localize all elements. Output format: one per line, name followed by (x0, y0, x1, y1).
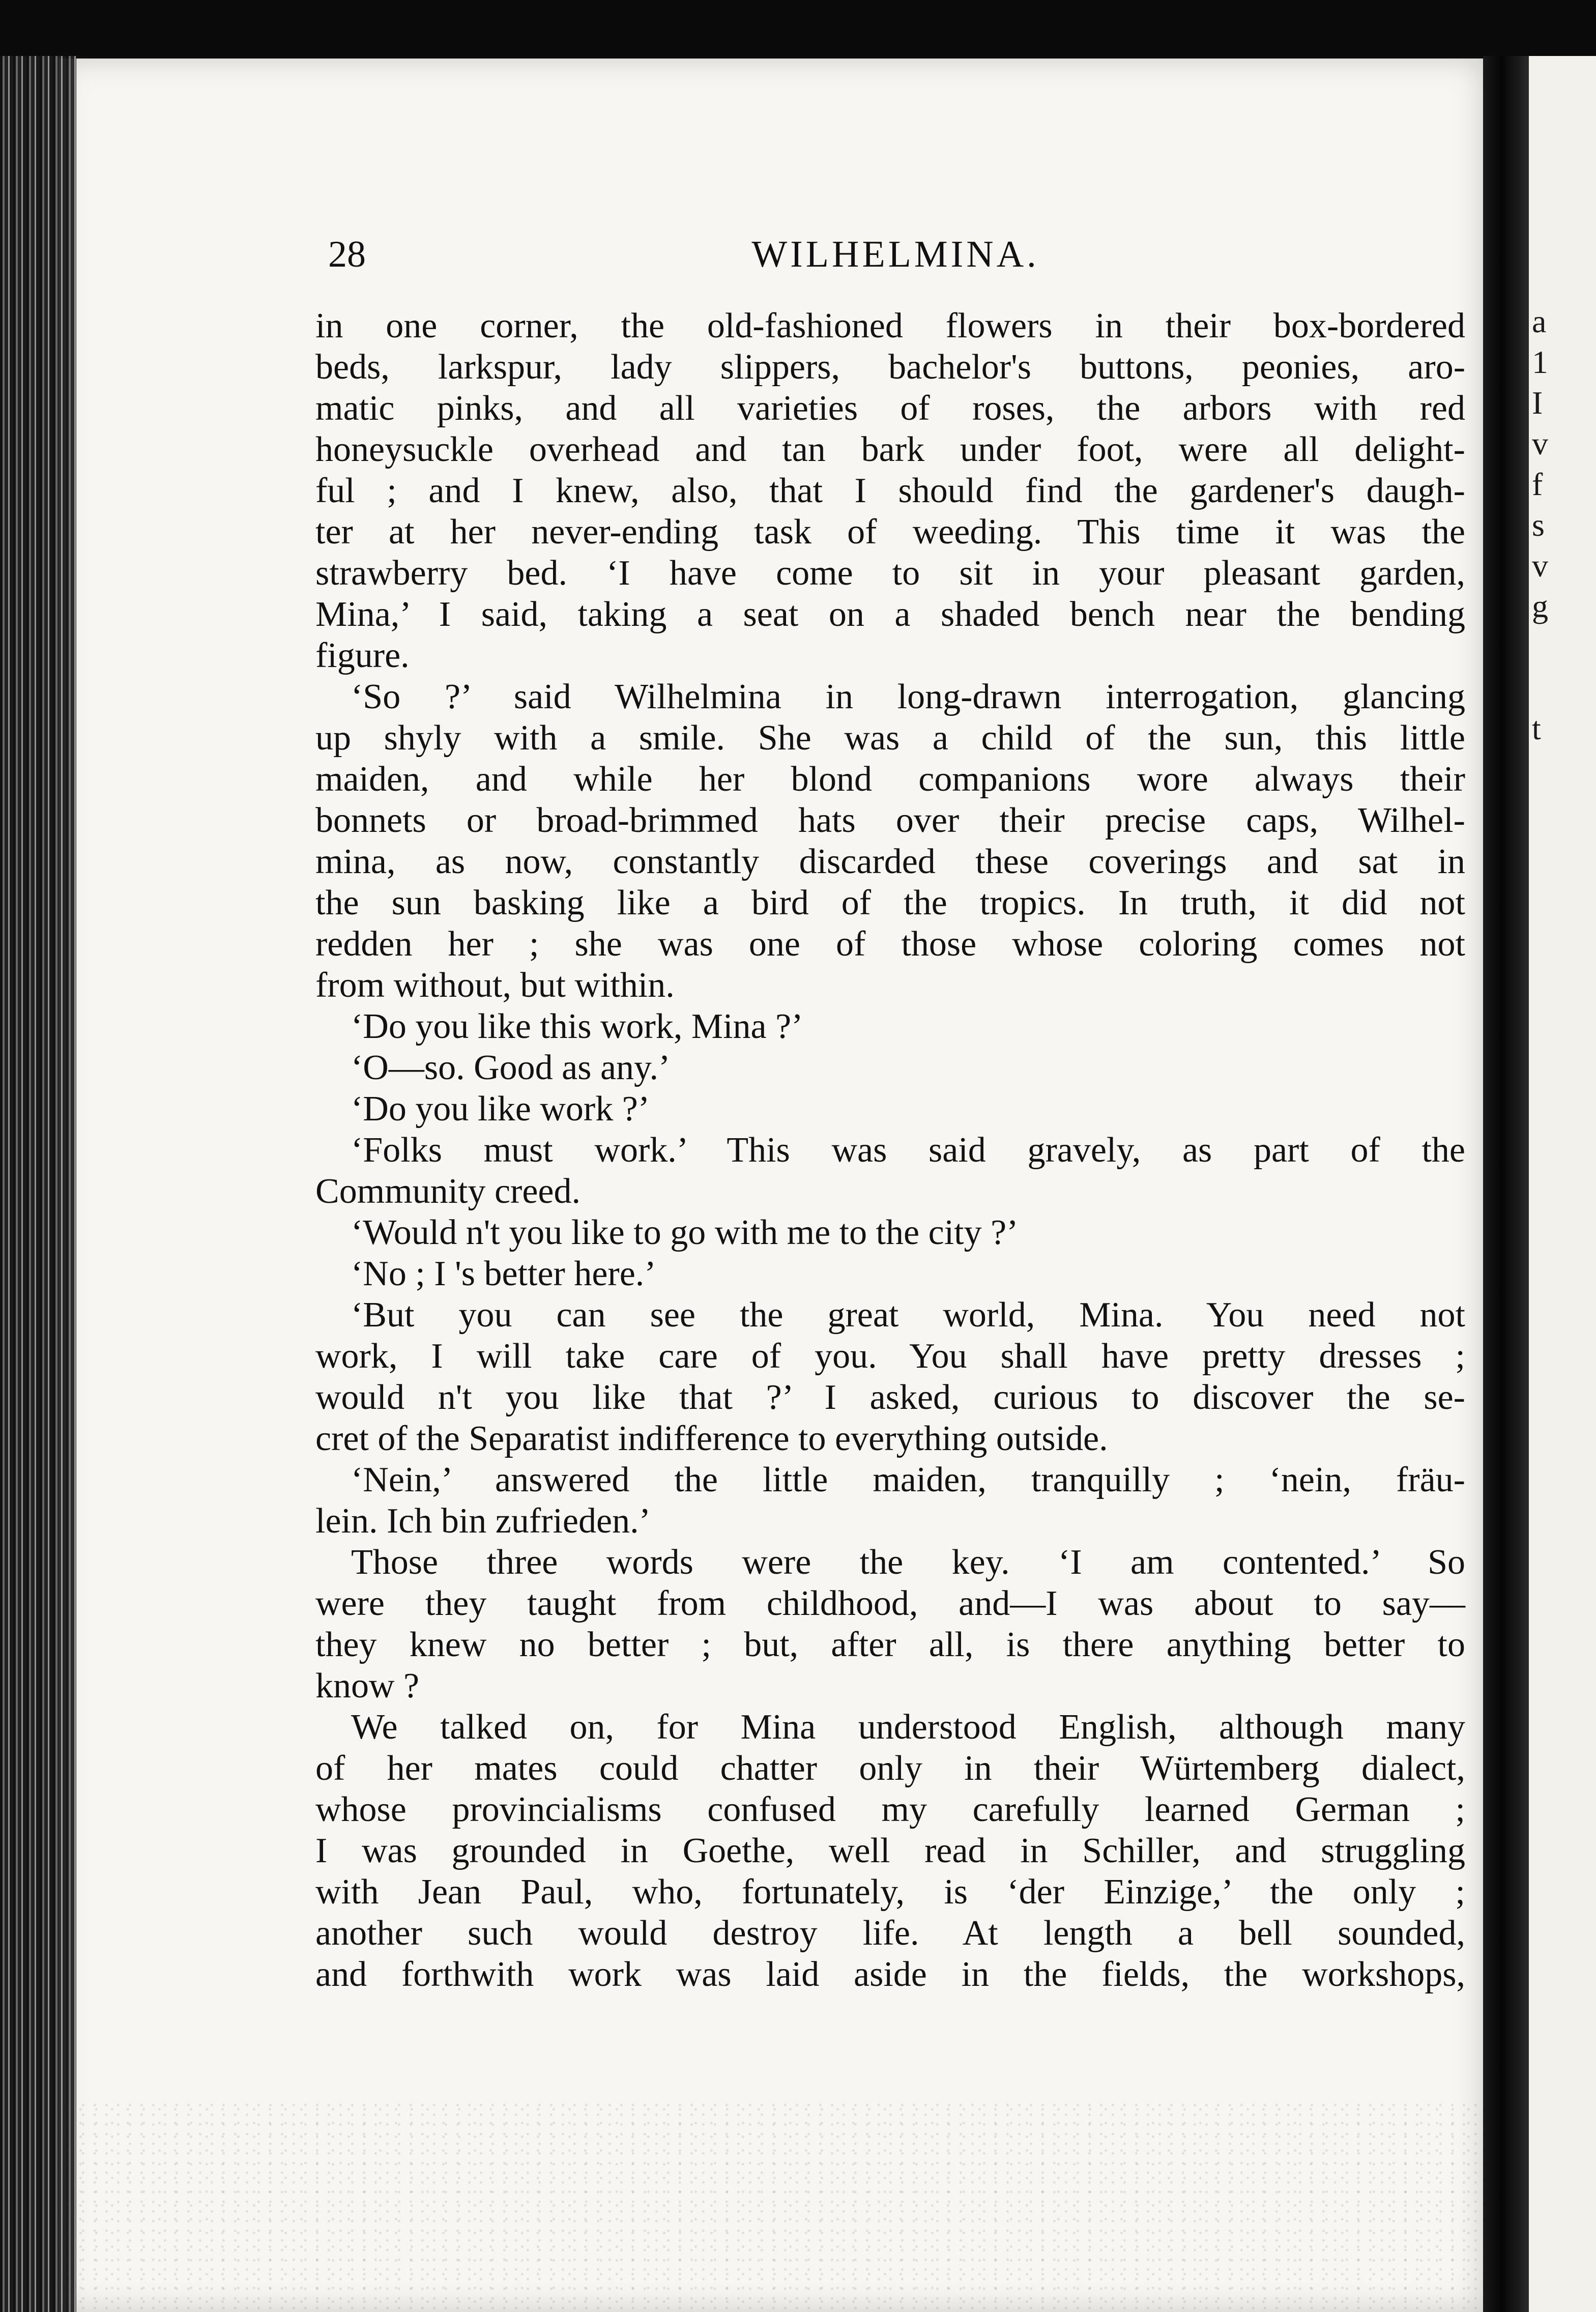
text-line: know ? (315, 1666, 420, 1706)
facing-page-fragment: t (1532, 710, 1541, 746)
text-line: matic pinks, and all varieties of roses, the arbors with red (315, 389, 1465, 428)
text-line: Community creed. (315, 1172, 581, 1211)
text-line: beds, larkspur, lady slippers, bachelor's buttons, peonies, aro- (315, 348, 1465, 387)
text-line: ‘Do you like work ?’ (351, 1089, 650, 1129)
facing-page-fragment: f (1532, 466, 1543, 502)
text-line: up shyly with a smile. She was a child of the sun, this little (315, 718, 1465, 758)
text-line: cret of the Separatist indifference to everything outside. (315, 1419, 1108, 1458)
text-line: in one corner, the old-fashioned flowers in their box-bordered (315, 306, 1465, 345)
text-line: We talked on, for Mina understood English, although many (351, 1708, 1465, 1747)
text-line: bonnets or broad-brimmed hats over their precise caps, Wilhel- (315, 801, 1465, 840)
facing-page-fragment: 1 (1532, 344, 1548, 380)
text-line: whose provincialisms confused my carefully learned German ; (315, 1790, 1465, 1829)
text-line: ‘So ?’ said Wilhelmina in long-drawn interrogation, glancing (351, 677, 1465, 716)
facing-page-edge (1529, 56, 1596, 2312)
book-binding (0, 56, 76, 2312)
text-line: ‘Nein,’ answered the little maiden, tranquilly ; ‘nein, fräu- (351, 1460, 1465, 1499)
page-header (328, 226, 1463, 282)
text-line: and forthwith work was laid aside in the fields, the workshops, (315, 1955, 1465, 1994)
text-line: ‘Do you like this work, Mina ?’ (351, 1007, 803, 1046)
facing-page-fragment: g (1532, 588, 1548, 624)
text-line: they knew no better ; but, after all, is there anything better to (315, 1625, 1465, 1664)
text-line: strawberry bed. ‘I have come to sit in your pleasant garden, (315, 554, 1465, 593)
text-line: would n't you like that ?’ I asked, curious to discover the se- (315, 1378, 1465, 1417)
scan-top-border (0, 0, 1596, 56)
text-line: lein. Ich bin zufrieden.’ (315, 1501, 651, 1541)
page-number: 28 (328, 234, 366, 275)
scan-noise (59, 2098, 1483, 2312)
text-line: ‘Would n't you like to go with me to the city ?’ (351, 1213, 1019, 1252)
text-line: I was grounded in Goethe, well read in Schiller, and struggling (315, 1831, 1465, 1870)
text-line: ful ; and I knew, also, that I should find the gardener's daugh- (315, 471, 1465, 510)
facing-page-fragment: I (1532, 385, 1543, 421)
text-line: maiden, and while her blond companions wore always their (315, 760, 1465, 799)
text-line: were they taught from childhood, and—I was about to say— (315, 1584, 1465, 1623)
body-text (315, 305, 1465, 1995)
text-line: with Jean Paul, who, fortunately, is ‘der Einzige,’ the only ; (315, 1872, 1465, 1912)
text-line: ‘No ; I 's better here.’ (351, 1254, 656, 1293)
text-line: ‘O—so. Good as any.’ (351, 1048, 671, 1087)
facing-page-fragment: v (1532, 547, 1548, 584)
facing-page-fragment: v (1532, 425, 1548, 461)
text-line: Mina,’ I said, taking a seat on a shaded bench near the bending (315, 595, 1465, 634)
text-line: honeysuckle overhead and tan bark under foot, were all delight- (315, 430, 1465, 469)
facing-page-fragment: a (1532, 303, 1547, 339)
text-line: redden her ; she was one of those whose coloring comes not (315, 924, 1465, 964)
text-line: mina, as now, constantly discarded these coverings and sat in (315, 842, 1465, 881)
text-line: ‘Folks must work.’ This was said gravely, as part of the (351, 1131, 1465, 1170)
text-line: ter at her never-ending task of weeding. This time it was the (315, 512, 1465, 552)
facing-page-fragment: s (1532, 507, 1545, 543)
text-line: from without, but within. (315, 966, 675, 1005)
text-line: of her mates could chatter only in their Würtemberg dialect, (315, 1749, 1465, 1788)
running-head: WILHELMINA. (751, 234, 1039, 275)
text-line: work, I will take care of you. You shall have pretty dresses ; (315, 1337, 1465, 1376)
text-line: figure. (315, 636, 410, 675)
page-gutter (1483, 56, 1529, 2312)
book-page (59, 59, 1483, 2312)
text-line: the sun basking like a bird of the tropics. In truth, it did not (315, 883, 1465, 922)
text-line: ‘But you can see the great world, Mina. You need not (351, 1295, 1465, 1335)
text-line: another such would destroy life. At length a bell sounded, (315, 1914, 1465, 1953)
text-line: Those three words were the key. ‘I am contented.’ So (351, 1543, 1465, 1582)
